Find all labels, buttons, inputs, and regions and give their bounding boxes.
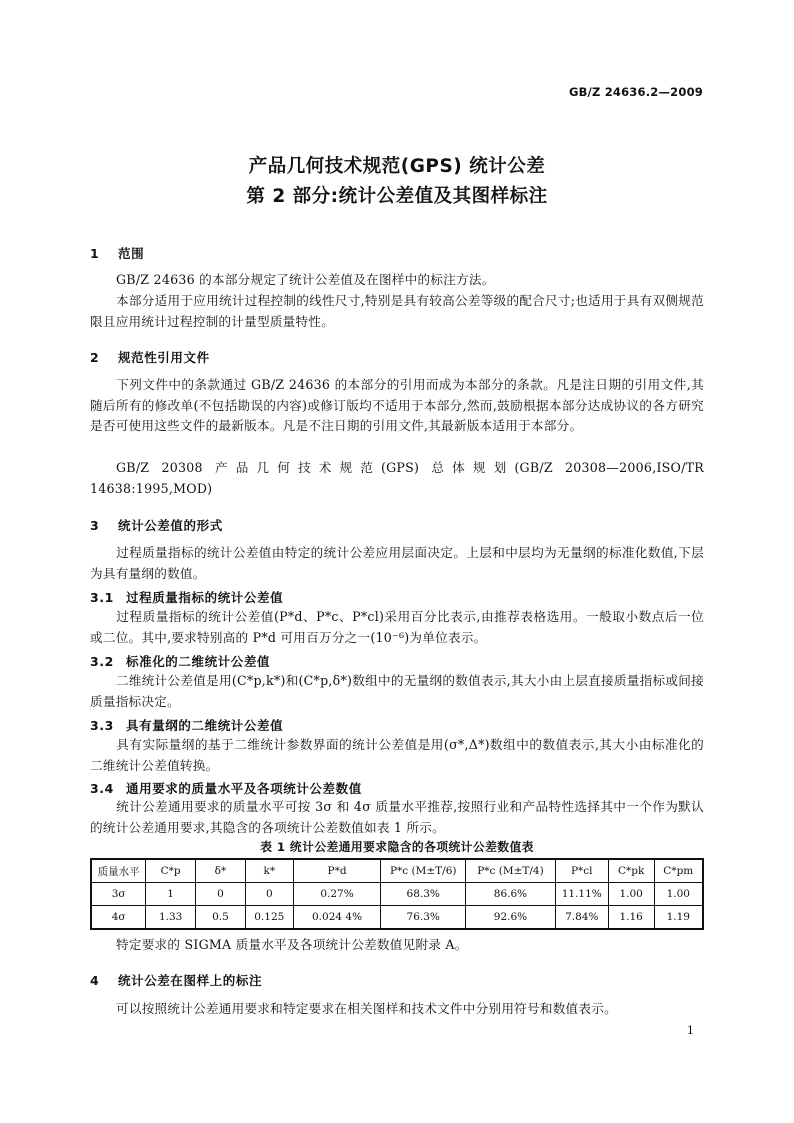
- section-title: 范围: [118, 246, 145, 261]
- section-number: 1: [90, 246, 100, 261]
- section-number: 3.1: [90, 590, 114, 605]
- table-header-cell: C*pk: [608, 859, 654, 883]
- section-number: 3: [90, 518, 100, 533]
- table-cell: 7.84%: [555, 906, 608, 930]
- table-row: [91, 883, 703, 906]
- table-header-cell: P*d: [293, 859, 381, 883]
- table-cell: 76.3%: [381, 906, 466, 930]
- table-header-cell: δ*: [196, 859, 246, 883]
- section-title: 规范性引用文件: [118, 350, 210, 365]
- section-4-paragraph-1: 可以按照统计公差通用要求和特定要求在相关图样和技术文件中分别用符号和数值表示。: [116, 1001, 617, 1016]
- table-header-cell: P*cl: [555, 859, 608, 883]
- table-header-cell: C*p: [146, 859, 196, 883]
- title-line-1: 产品几何技术规范(GPS) 统计公差: [248, 156, 546, 177]
- table-cell: 1.00: [654, 883, 703, 906]
- section-3-heading: [90, 516, 223, 534]
- table-cell: 0.5: [196, 906, 246, 930]
- table-cell: 3σ: [91, 883, 146, 906]
- table-header-cell: C*pm: [654, 859, 703, 883]
- section-3-2-heading: [90, 652, 270, 670]
- section-1-paragraph-1: GB/Z 24636 的本部分规定了统计公差值及在图样中的标注方法。: [116, 272, 495, 287]
- section-number: 2: [90, 350, 100, 365]
- table-header-cell: 质量水平: [91, 859, 146, 883]
- table-cell: 68.3%: [381, 883, 466, 906]
- table-cell: 0.27%: [293, 883, 381, 906]
- title-line-2: 第 2 部分:统计公差值及其图样标注: [246, 186, 548, 207]
- table-note: 特定要求的 SIGMA 质量水平及各项统计公差数值见附录 A。: [116, 937, 468, 952]
- section-3-1-heading: [90, 588, 283, 606]
- table-cell: 92.6%: [466, 906, 556, 930]
- section-2-heading: [90, 348, 210, 366]
- section-1-paragraph-2: 本部分适用于应用统计过程控制的线性尺寸,特别是具有较高公差等级的配合尺寸;也适用于具有双侧规范限且应用统计过程控制的计量型质量特性。: [90, 293, 704, 329]
- section-title: 标准化的二维统计公差值: [126, 654, 271, 669]
- table-header-cell: k*: [245, 859, 293, 883]
- section-2-paragraph-1: 下列文件中的条款通过 GB/Z 24636 的本部分的引用而成为本部分的条款。凡是注日期的引用文件,其随后所有的修改单(不包括勘误的内容)或修订版均不适用于本部分,然而,鼓励根据本部分达成协议的各方研究是否可使用这些文件的最新版本。凡是不注日期的引用文件,其最新版本适用于本部分。: [90, 377, 704, 434]
- table-caption: 表 1 统计公差通用要求隐含的各项统计公差数值表: [260, 840, 534, 854]
- section-3-3-heading: [90, 716, 283, 734]
- section-1-heading: [90, 244, 144, 262]
- section-3-paragraph-1: 过程质量指标的统计公差值由特定的统计公差应用层面决定。上层和中层均为无量纲的标准化数值,下层为具有量纲的数值。: [90, 545, 704, 581]
- section-number: 4: [90, 973, 100, 988]
- table-header-cell: P*c (M±T/6): [381, 859, 466, 883]
- section-2-paragraph-2: GB/Z 20308 产品几何技术规范(GPS) 总体规划(GB/Z 20308—2006,ISO/TR 14638:1995,MOD): [90, 460, 704, 496]
- section-title: 统计公差值的形式: [118, 518, 223, 533]
- table-cell: 86.6%: [466, 883, 556, 906]
- section-number: 3.3: [90, 718, 114, 733]
- statistical-tolerance-table: [90, 858, 704, 930]
- table-header-row: [91, 859, 703, 883]
- table-row: [91, 906, 703, 930]
- section-title: 具有量纲的二维统计公差值: [126, 718, 284, 733]
- section-3-1-paragraph: 过程质量指标的统计公差值(P*d、P*c、P*cl)采用百分比表示,由推荐表格选用。一般取小数点后一位或二位。其中,要求特别高的 P*d 可用百万分之一(10⁻⁶)为单位表示。: [90, 609, 704, 645]
- section-number: 3.2: [90, 654, 114, 669]
- page-number: 1: [687, 1024, 694, 1037]
- table-cell: 1.16: [608, 906, 654, 930]
- section-3-3-paragraph: 具有实际量纲的基于二维统计参数界面的统计公差值是用(σ*,Δ*)数组中的数值表示,其大小由标准化的二维统计公差值转换。: [90, 737, 704, 773]
- table-cell: 4σ: [91, 906, 146, 930]
- table-cell: 1.00: [608, 883, 654, 906]
- table-cell: 11.11%: [555, 883, 608, 906]
- section-title: 通用要求的质量水平及各项统计公差数值: [126, 781, 362, 796]
- table-cell: 1.33: [146, 906, 196, 930]
- table-cell: 0.125: [245, 906, 293, 930]
- section-title: 过程质量指标的统计公差值: [126, 590, 284, 605]
- standard-code: GB/Z 24636.2—2009: [568, 85, 703, 99]
- table-cell: 1: [146, 883, 196, 906]
- section-3-4-paragraph: 统计公差通用要求的质量水平可按 3σ 和 4σ 质量水平推荐,按照行业和产品特性选择其中一个作为默认的统计公差通用要求,其隐含的各项统计公差数值如表 1 所示。: [90, 799, 704, 835]
- table-cell: 0.024 4%: [293, 906, 381, 930]
- table-cell: 1.19: [654, 906, 703, 930]
- section-4-heading: [90, 971, 262, 989]
- section-title: 统计公差在图样上的标注: [118, 973, 263, 988]
- table-cell: 0: [245, 883, 293, 906]
- section-3-2-paragraph: 二维统计公差值是用(C*p,k*)和(C*p,δ*)数组中的无量纲的数值表示,其大小由上层直接质量指标或间接质量指标决定。: [90, 673, 704, 709]
- table-header-cell: P*c (M±T/4): [466, 859, 556, 883]
- table-cell: 0: [196, 883, 246, 906]
- section-number: 3.4: [90, 781, 114, 796]
- section-3-4-heading: [90, 779, 362, 797]
